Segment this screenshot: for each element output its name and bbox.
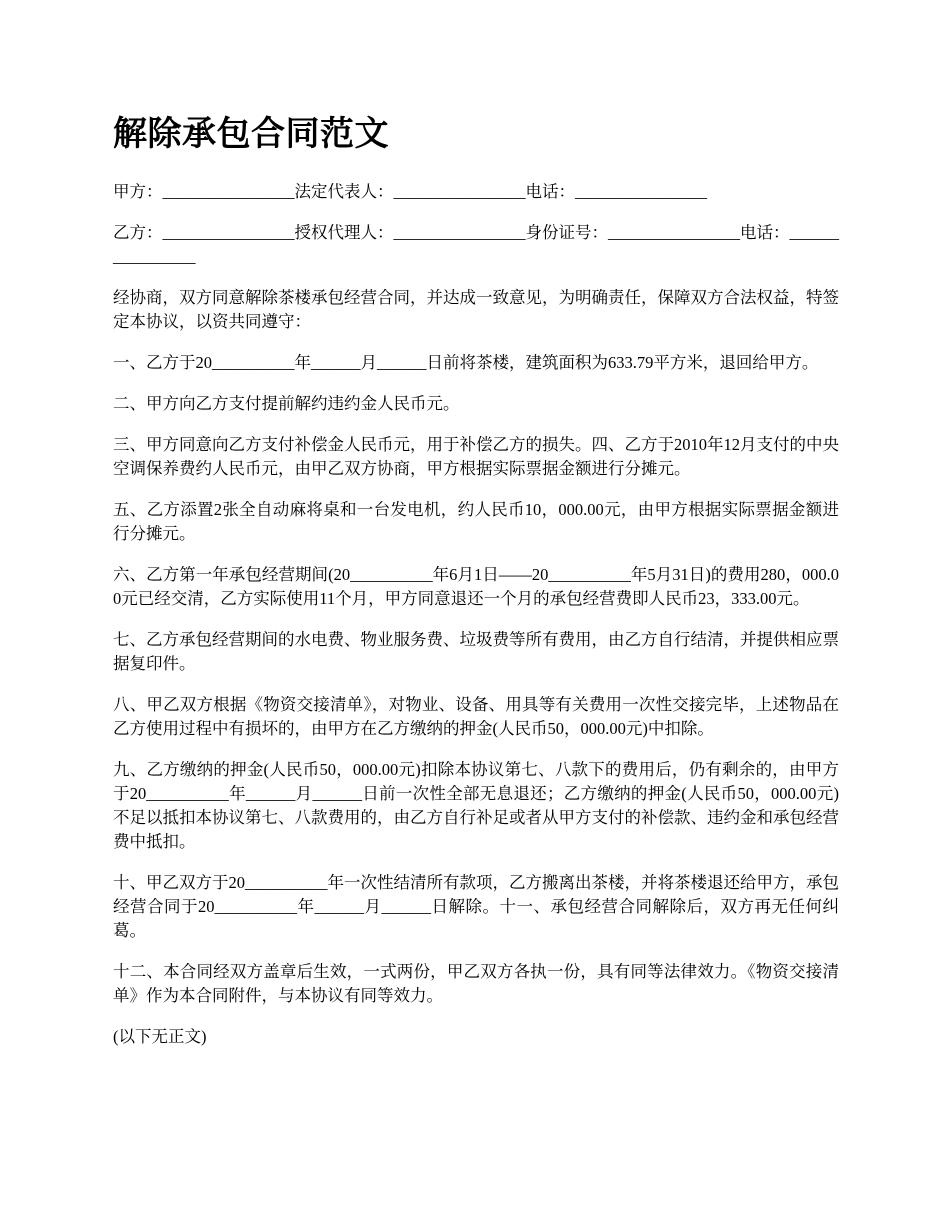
- clause-2: 二、甲方向乙方支付提前解约违约金人民币元。: [113, 394, 460, 413]
- clause-3-4: 三、甲方同意向乙方支付补偿金人民币元，用于补偿乙方的损失。四、乙方于2010年12月支付的中央空调保养费约人民币元，由甲乙双方协商，甲方根据实际票据金额进行分摊元。: [113, 435, 839, 478]
- clause-10-11: 十、甲乙双方于20__________年一次性结清所有款项，乙方搬离出茶楼，并将茶楼退还给甲方，承包经营合同于20__________年______月______日解除。十一、承包经营合同解除后，双方再无任何纠葛。: [113, 873, 839, 940]
- clause-6: 六、乙方第一年承包经营期间(20__________年6月1日——20__________年5月31日)的费用280，000.00元已经交清，乙方实际使用11个月，甲方同意退还一个月的承包经营费即人民币23，333.00元。: [113, 565, 839, 608]
- document-title: 解除承包合同范文: [113, 116, 389, 153]
- party-a-line: 甲方：________________法定代表人：________________电话：________________: [113, 182, 707, 201]
- intro-paragraph: 经协商，双方同意解除茶楼承包经营合同，并达成一致意见，为明确责任，保障双方合法权益，特签定本协议，以资共同遵守：: [113, 288, 839, 331]
- end-note: (以下无正文): [113, 1027, 207, 1046]
- clause-12: 十二、本合同经双方盖章后生效，一式两份，甲乙双方各执一份，具有同等法律效力。《物资交接清单》作为本合同附件，与本协议有同等效力。: [113, 962, 839, 1005]
- clause-1: 一、乙方于20__________年______月______日前将茶楼，建筑面积为633.79平方米，退回给甲方。: [113, 353, 819, 372]
- document-body: [113, 180, 839, 1066]
- clause-8: 八、甲乙双方根据《物资交接清单》，对物业、设备、用具等有关费用一次性交接完毕，上述物品在乙方使用过程中有损坏的，由甲方在乙方缴纳的押金(人民币50，000.00元)中扣除。: [113, 695, 839, 738]
- clause-9: 九、乙方缴纳的押金(人民币50，000.00元)扣除本协议第七、八款下的费用后，仍有剩余的，由甲方于20__________年______月______日前一次性全部无息退还；乙方缴纳的押金(人民币50，000.00元)不足以抵扣本协议第七、八款费用的，由乙方自行补足或者从甲方支付的补偿款、违约金和承包经营费中抵扣。: [113, 760, 839, 851]
- party-b-line: 乙方：________________授权代理人：________________身份证号：________________电话：________________: [113, 223, 839, 266]
- clause-5: 五、乙方添置2张全自动麻将桌和一台发电机，约人民币10，000.00元，由甲方根据实际票据金额进行分摊元。: [113, 500, 839, 543]
- clause-7: 七、乙方承包经营期间的水电费、物业服务费、垃圾费等所有费用，由乙方自行结清，并提供相应票据复印件。: [113, 630, 839, 673]
